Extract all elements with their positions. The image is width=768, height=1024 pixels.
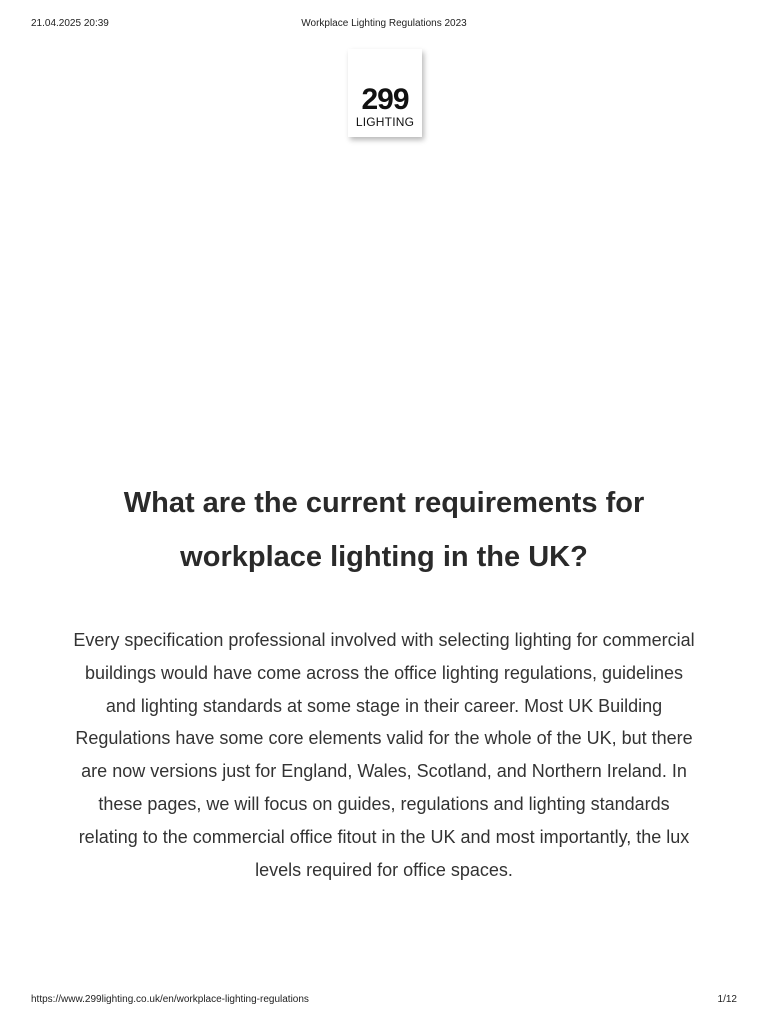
logo-word: LIGHTING xyxy=(355,115,415,129)
article-paragraph: Every specification professional involved with selecting lighting for commercial buildings would have come across the office lighting regulations, guidelines and lighting standards at some stage in their career. Most UK Building Regulations have some core elements valid for the whole of the UK, but there are now versions just for England, Wales, Scotland, and Northern Ireland. In these pages, we will focus on guides, regulations and lighting standards relating to the commercial office fitout in the UK and most importantly, the lux levels required for office spaces. xyxy=(73,630,695,880)
logo-number: 299 xyxy=(361,83,409,116)
print-footer xyxy=(31,994,737,1008)
print-document-title: Workplace Lighting Regulations 2023 xyxy=(301,18,467,29)
print-url: https://www.299lighting.co.uk/en/workplace-lighting-regulations xyxy=(31,994,309,1005)
article-heading: What are the current requirements for workplace lighting in the UK? xyxy=(123,487,645,573)
page-indicator: 1/12 xyxy=(717,994,737,1005)
brand-logo[interactable] xyxy=(348,49,422,137)
print-header xyxy=(31,18,737,32)
print-datetime: 21.04.2025 20:39 xyxy=(31,18,109,29)
